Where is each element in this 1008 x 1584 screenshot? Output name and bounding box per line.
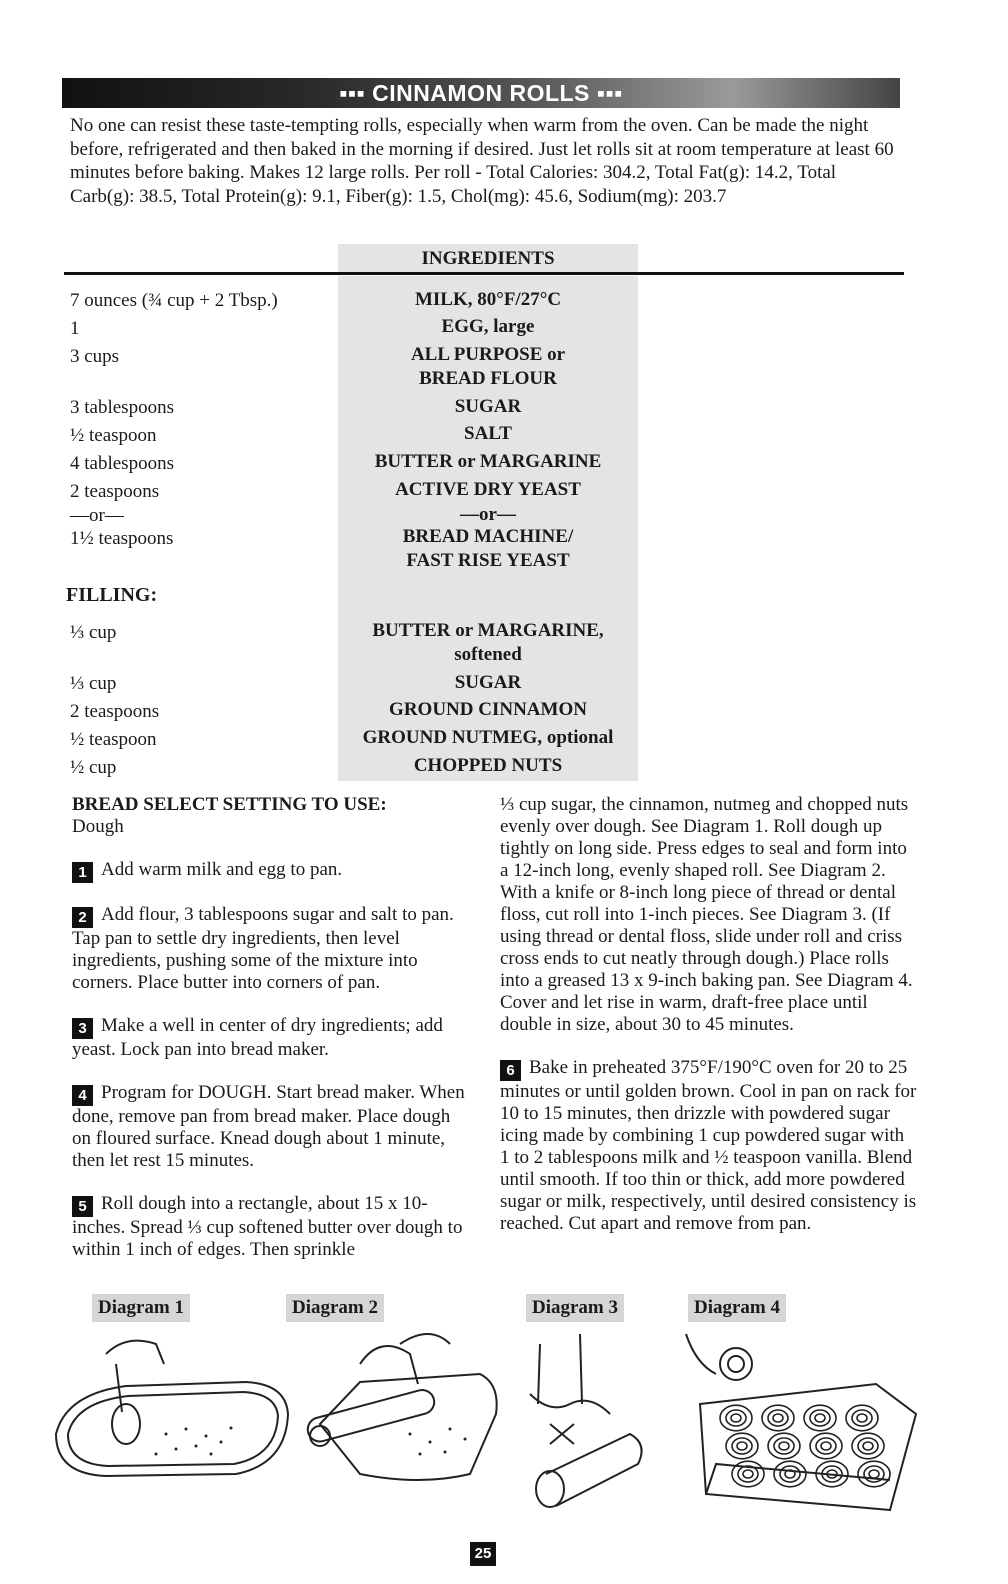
recipe-intro: No one can resist these taste-tempting rolls, especially when warm from the oven. Can be made the night before, refrigerated and then baked in the morning if desired. Just let rolls sit at room temperature at least 60 minutes before baking. Makes 12 large rolls. Per roll - Total Calories: 304.2, Total Fat(g): 14.2, Total Carb(g): 38.5, Total Protein(g): 9.1, Fiber(g): 1.5, Chol(mg): 45.6, Sodium(mg): 203.7: [70, 115, 894, 207]
roll-swirl: [810, 1433, 842, 1459]
step-text: Make a well in center of dry ingredients; add yeast. Lock pan into bread maker.: [72, 1015, 443, 1060]
filling-header: FILLING:: [66, 584, 158, 606]
ingredient-qty: ½ teaspoon: [70, 425, 157, 446]
roll-swirl: [738, 1466, 758, 1482]
roll-swirl: [720, 1405, 752, 1431]
filling-item: CHOPPED NUTS: [413, 755, 563, 776]
step-3: [72, 1015, 472, 1061]
ingredients-divider: [64, 272, 904, 275]
step-text: Bake in preheated 375°F/190°C oven for 20 to 25 minutes or until golden brown. Cool in pan on rack for 10 to 15 minutes, then drizzle with powdered sugar icing made by combining 1 cup powdered sugar with 1 to 2 tablespoons milk and ½ teaspoon vanilla. Blend until smooth. If too thin or thick, add more powdered sugar or milk, respectively, until desired consistency is reached. Cut apart and remove from pan.: [500, 1057, 917, 1234]
roll-swirl: [726, 1410, 746, 1426]
filling-item: BUTTER or MARGARINE,: [372, 620, 604, 641]
roll-swirl: [852, 1433, 884, 1459]
roll-swirl: [857, 1414, 867, 1422]
roll-swirl: [846, 1405, 878, 1431]
ingredient-qty: 4 tablespoons: [70, 453, 174, 474]
roll-swirl: [768, 1410, 788, 1426]
ingredient-item: SUGAR: [454, 396, 522, 417]
step-text: Program for DOUGH. Start bread maker. When done, remove pan from bread maker. Place dough on floured surface. Knead dough about 1 minute, then let rest 15 minutes.: [72, 1082, 465, 1171]
filling-item: GROUND NUTMEG, optional: [362, 727, 614, 748]
step-5-continued: ⅓ cup sugar, the cinnamon, nutmeg and chopped nuts evenly over dough. See Diagram 1. Roll dough up tightly on long side. Press edges to seal and form into a 12-inch long, evenly shaped roll. See Diagram 2. With a knife or 8-inch long piece of thread or dental floss, cut roll into 1-inch pieces. See Diagram 3. (If using thread or dental floss, slide under roll and criss cross ends to cut neatly through dough.) Place rolls into a greased 13 x 9-inch baking pan. See Diagram 4. Cover and let rise in warm, draft-free place until double in size, about 30 to 45 minutes.: [500, 794, 913, 1035]
diagram-3-illustration: [510, 1324, 660, 1514]
ingredient-qty: 1: [70, 318, 80, 339]
ingredient-qty: 1½ teaspoons: [70, 528, 174, 549]
roll-swirl: [732, 1461, 764, 1487]
instructions-left-column: [72, 794, 472, 1261]
roll-swirl: [779, 1442, 789, 1450]
ingredient-qty: 7 ounces (¾ cup + 2 Tbsp.): [70, 290, 278, 311]
roll-swirl: [852, 1410, 872, 1426]
diagram-3-label: Diagram 3: [526, 1294, 624, 1322]
diagram-1-illustration: [46, 1324, 296, 1494]
step-text: Add flour, 3 tablespoons sugar and salt to pan. Tap pan to settle dry ingredients, then level ingredients, pushing some of the mixture into corners. Place butter into corners of pan.: [72, 904, 454, 993]
step-number: 3: [72, 1018, 93, 1039]
step-1: [72, 859, 472, 883]
roll-swirl: [731, 1414, 741, 1422]
ingredient-item: MILK, 80°F/27°C: [414, 289, 562, 310]
ingredient-item: BUTTER or MARGARINE: [374, 451, 602, 472]
diagram-2-illustration: [300, 1324, 510, 1494]
roll-swirl: [815, 1414, 825, 1422]
ingredient-item-cont: BREAD FLOUR: [419, 368, 557, 389]
bread-setting-value: Dough: [72, 816, 124, 837]
step-5: [72, 1193, 472, 1261]
diagram-1-label: Diagram 1: [92, 1294, 190, 1322]
roll-swirl: [726, 1433, 758, 1459]
filling-item-cont: softened: [454, 644, 522, 665]
ingredients-header: INGREDIENTS: [338, 244, 638, 274]
diagram-4-illustration: [676, 1324, 926, 1524]
roll-swirl: [743, 1470, 753, 1478]
roll-swirl: [804, 1405, 836, 1431]
roll-swirl: [780, 1466, 800, 1482]
step-6: [500, 1057, 918, 1235]
recipe-title-bar: [62, 78, 900, 108]
filling-qty: ⅓ cup: [70, 622, 117, 643]
step-number: 1: [72, 862, 93, 883]
step-number: 5: [72, 1196, 93, 1217]
step-2: [72, 904, 472, 994]
ingredient-qty: 3 tablespoons: [70, 397, 174, 418]
step-text: Roll dough into a rectangle, about 15 x 10-inches. Spread ⅓ cup softened butter over dough to within 1 inch of edges. Then sprinkle: [72, 1193, 463, 1260]
roll-swirl: [774, 1461, 806, 1487]
bread-setting-header: BREAD SELECT SETTING TO USE:: [72, 794, 387, 815]
instructions-right-column: [500, 794, 918, 1235]
roll-swirl: [774, 1438, 794, 1454]
ingredient-or: —or—: [70, 505, 124, 526]
roll-swirl: [762, 1405, 794, 1431]
roll-swirl: [810, 1410, 830, 1426]
roll-swirl: [869, 1470, 879, 1478]
filling-qty: ½ cup: [70, 757, 117, 778]
roll-swirl: [773, 1414, 783, 1422]
roll-swirl: [864, 1466, 884, 1482]
roll-swirl: [858, 1438, 878, 1454]
step-text: Add warm milk and egg to pan.: [101, 859, 343, 880]
ingredient-qty: 2 teaspoons: [70, 481, 160, 502]
ingredient-item: ACTIVE DRY YEAST: [395, 479, 581, 500]
recipe-title: ▪▪▪ CINNAMON ROLLS ▪▪▪: [339, 79, 623, 106]
ingredient-qty: 3 cups: [70, 346, 120, 367]
roll-swirl: [858, 1461, 890, 1487]
ingredient-item: ALL PURPOSE or: [410, 344, 566, 365]
filling-qty: ⅓ cup: [70, 673, 117, 694]
roll-swirl: [768, 1433, 800, 1459]
diagram-2-label: Diagram 2: [286, 1294, 384, 1322]
ingredient-item: SALT: [464, 423, 512, 444]
roll-swirl: [821, 1442, 831, 1450]
roll-swirl: [816, 1438, 836, 1454]
roll-swirl: [863, 1442, 873, 1450]
roll-swirl: [732, 1438, 752, 1454]
step-number: 2: [72, 907, 93, 928]
filling-item: SUGAR: [454, 672, 522, 693]
diagram-4-label: Diagram 4: [688, 1294, 786, 1322]
ingredient-or: —or—: [460, 504, 516, 525]
ingredient-item-cont: FAST RISE YEAST: [406, 550, 570, 571]
page-number: 25: [470, 1542, 496, 1566]
step-4: [72, 1082, 472, 1172]
roll-swirl: [737, 1442, 747, 1450]
ingredient-item: EGG, large: [441, 316, 535, 337]
step-number: 4: [72, 1085, 93, 1106]
rolls-grid: [720, 1405, 890, 1487]
filling-qty: ½ teaspoon: [70, 729, 157, 750]
filling-item: GROUND CINNAMON: [389, 699, 587, 720]
step-number: 6: [500, 1060, 521, 1081]
ingredient-item: BREAD MACHINE/: [402, 526, 574, 547]
filling-qty: 2 teaspoons: [70, 701, 160, 722]
